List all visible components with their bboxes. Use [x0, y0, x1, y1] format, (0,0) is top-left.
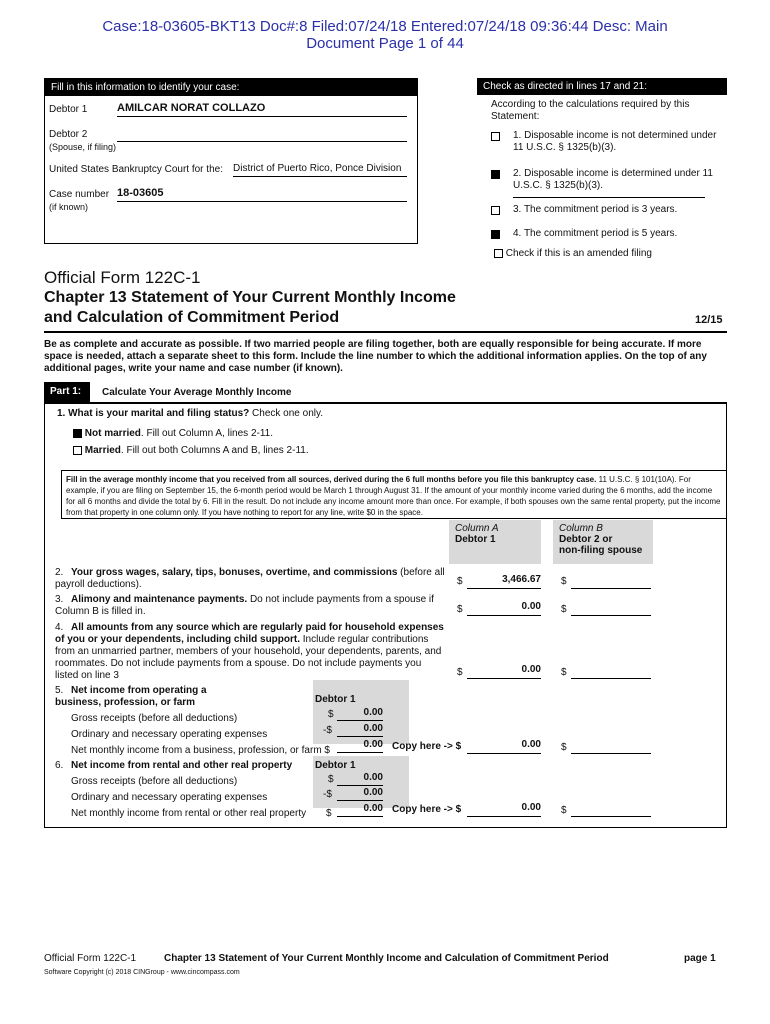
- column-a-sub: Debtor 1: [455, 534, 496, 545]
- check-item-3[interactable]: [491, 204, 721, 216]
- part1-body: [44, 404, 727, 828]
- amended-checkbox[interactable]: [494, 249, 503, 258]
- married-option[interactable]: [73, 445, 309, 456]
- form-title-line1: Chapter 13 Statement of Your Current Monthly Income: [44, 289, 456, 306]
- line2-bold: Your gross wages, salary, tips, bonuses, overtime, and commissions: [71, 567, 398, 578]
- line3-col-a-value[interactable]: 0.00: [467, 601, 541, 616]
- check-item-3-label: 3. The commitment period is 3 years.: [513, 204, 678, 215]
- line2-col-b-value[interactable]: [571, 574, 651, 589]
- line5-net-value[interactable]: 0.00: [337, 739, 383, 753]
- check-item-3-checkbox[interactable]: [491, 206, 500, 215]
- married-checkbox[interactable]: [73, 446, 82, 455]
- line3: 3. Alimony and maintenance payments. Do not include payments from a spouse if Column B is filled in.: [55, 594, 434, 617]
- check-item-2-checkbox[interactable]: [491, 170, 500, 179]
- amended-filing[interactable]: [494, 248, 652, 259]
- column-b-sub1: Debtor 2 or: [559, 534, 613, 545]
- check-intro: According to the calculations required by this Statement:: [491, 99, 690, 122]
- footer-page: page 1: [684, 953, 716, 964]
- line4-text: Include regular contributions from an unmarried partner, members of your household, your dependents, parents, and roommates. Do not include payments from a spouse. Do not include payments you listed on line 3: [55, 634, 442, 681]
- line5-gross-dollar: $: [328, 709, 334, 720]
- part1-header: [44, 382, 727, 404]
- column-a-header: [449, 520, 541, 564]
- court-field[interactable]: District of Puerto Rico, Ponce Division: [233, 163, 407, 177]
- amended-label: Check if this is an amended filing: [505, 248, 652, 259]
- debtor1-field[interactable]: AMILCAR NORAT COLLAZO: [117, 102, 407, 117]
- debtor2-field[interactable]: [117, 127, 407, 142]
- not-married-checkbox[interactable]: [73, 429, 82, 438]
- identify-case-box: [44, 78, 418, 244]
- q1: [57, 408, 323, 419]
- line5-col-b-dollar: $: [561, 742, 567, 753]
- check-item-1-label: 1. Disposable income is not determined under 11 U.S.C. § 1325(b)(3).: [513, 130, 717, 153]
- line6-gross-label: Gross receipts (before all deductions): [71, 776, 238, 787]
- not-married-label: Not married: [84, 428, 141, 439]
- form-name: Official Form 122C-1: [44, 268, 201, 287]
- line5-expenses-label: Ordinary and necessary operating expenses: [71, 729, 268, 740]
- line2-col-a-value[interactable]: 3,466.67: [467, 574, 541, 589]
- q1-text: 1. What is your marital and filing status?: [57, 408, 250, 419]
- line6-expenses-value[interactable]: 0.00: [337, 787, 383, 801]
- footer-form-name: Official Form 122C-1: [44, 953, 137, 964]
- form-title-line2: and Calculation of Commitment Period: [44, 309, 340, 326]
- fill-text: 11 U.S.C. § 101(10A). For example, if you are filing on September 15, the 6-month period would be March 1 through August 31. If the amount of your monthly income varied during the 6 months, add the income for all 6 months and divide the total by 6. Fill in the result. Do not include any income amount more than once. For example, if both spouses own the same rental property, put the income from that property in one column only. If you have nothing to report for any line, write $0 in the space.: [66, 475, 721, 517]
- footer-title: Chapter 13 Statement of Your Current Monthly Income and Calculation of Commitment Period: [164, 953, 609, 964]
- check-item-2-label: 2. Disposable income is determined under 11 U.S.C. § 1325(b)(3).: [513, 168, 713, 191]
- line6-expenses-dollar: -$: [323, 789, 332, 800]
- case-number-field[interactable]: 18-03605: [117, 187, 407, 202]
- line4-col-b-value[interactable]: [571, 664, 651, 679]
- line6-net-dollar: $: [326, 808, 332, 819]
- check-heading: Check as directed in lines 17 and 21:: [477, 78, 727, 95]
- column-b-header: [553, 520, 653, 564]
- line4-col-a-value[interactable]: 0.00: [467, 664, 541, 679]
- line6-expenses-label: Ordinary and necessary operating expenses: [71, 792, 268, 803]
- footer-copyright: Software Copyright (c) 2018 CINGroup - www.cincompass.com: [44, 969, 240, 976]
- line6-gross-value[interactable]: 0.00: [337, 772, 383, 786]
- line5-expenses-dollar: -$: [323, 725, 332, 736]
- check-item-1[interactable]: [491, 130, 721, 154]
- q1-tail: Check one only.: [249, 408, 324, 419]
- line5-copy-here: Copy here -> $: [392, 741, 462, 752]
- line5-title-text: Net income from operating a business, profession, or farm: [55, 685, 207, 708]
- line5-debtor1-label: Debtor 1: [315, 694, 356, 705]
- part1-label: Part 1:: [44, 382, 90, 402]
- court-label: United States Bankruptcy Court for the:: [49, 164, 223, 175]
- line2-col-b-dollar: $: [561, 576, 567, 587]
- fill-instructions: [61, 470, 726, 519]
- married-text: . Fill out both Columns A and B, lines 2-11.: [120, 445, 309, 456]
- check-item-1-checkbox[interactable]: [491, 132, 500, 141]
- line6-net-value[interactable]: 0.00: [337, 803, 383, 817]
- line2-text: (before all payroll deductions).: [55, 567, 445, 590]
- form-version: 12/15: [695, 314, 723, 326]
- check-item-2[interactable]: [491, 168, 721, 192]
- column-b-title: Column B: [559, 523, 603, 534]
- check-item-4-label: 4. The commitment period is 5 years.: [513, 228, 678, 239]
- line3-col-b-dollar: $: [561, 604, 567, 615]
- line4-bold: All amounts from any source which are regularly paid for household expenses of you or your dependents, including child support.: [55, 622, 444, 645]
- line6-title: 6. Net income from rental and other real property: [55, 760, 293, 771]
- line3-col-b-value[interactable]: [571, 601, 651, 616]
- line6-col-b-dollar: $: [561, 805, 567, 816]
- line5-col-b-value[interactable]: [571, 739, 651, 754]
- court-header-line1: Case:18-03605-BKT13 Doc#:8 Filed:07/24/18 Entered:07/24/18 09:36:44 Desc: Main: [102, 18, 668, 35]
- instructions: Be as complete and accurate as possible. If two married people are filing together, both are equally responsible for being accurate. If more space is needed, attach a separate sheet to this form. Include the line number to which the additional information applies. On the top of any additional pages, write your name and case number (if known).: [44, 339, 707, 374]
- line3-bold: Alimony and maintenance payments.: [71, 594, 248, 605]
- check-item-4[interactable]: [491, 228, 721, 240]
- line5-gross-label: Gross receipts (before all deductions): [71, 713, 238, 724]
- line6-col-b-value[interactable]: [571, 802, 651, 817]
- married-label: Married: [84, 445, 121, 456]
- debtor1-label: Debtor 1: [49, 104, 88, 115]
- line5-expenses-value[interactable]: 0.00: [337, 723, 383, 737]
- line6-title-text: Net income from rental and other real property: [71, 760, 293, 771]
- line5-net-label: Net monthly income from a business, profession, or farm $: [71, 745, 330, 756]
- court-header-line2: Document Page 1 of 44: [306, 35, 464, 52]
- check-panel: [477, 78, 727, 239]
- title-rule: [44, 331, 727, 333]
- line6-gross-dollar: $: [328, 774, 334, 785]
- check-item-4-checkbox[interactable]: [491, 230, 500, 239]
- check-divider: [513, 197, 705, 198]
- line2: 2. Your gross wages, salary, tips, bonuses, overtime, and commissions (before all payroll deductions).: [55, 567, 445, 590]
- identify-heading: Fill in this information to identify your case:: [45, 79, 417, 96]
- line3-col-a-dollar: $: [457, 604, 463, 615]
- debtor2-note: (Spouse, if filing): [49, 142, 117, 152]
- debtor2-label: Debtor 2: [49, 129, 88, 140]
- column-a-title: Column A: [455, 523, 499, 534]
- line6-copy-here: Copy here -> $: [392, 804, 462, 815]
- line5-gross-value[interactable]: 0.00: [337, 707, 383, 721]
- case-number-note: (if known): [49, 202, 89, 212]
- line5-col-a-value[interactable]: 0.00: [467, 739, 541, 754]
- line5-title: 5. Net income from operating a business, profession, or farm: [55, 685, 207, 708]
- fill-bold: Fill in the average monthly income that you received from all sources, derived during the 6 full months before you file this bankruptcy case.: [66, 475, 597, 484]
- line6-debtor1-label: Debtor 1: [315, 760, 356, 771]
- not-married-text: . Fill out Column A, lines 2-11.: [140, 428, 274, 439]
- line4: 4. All amounts from any source which are regularly paid for household expenses of you or your dependents, including child support. Include regular contributions from an unmarried partner, members of your household, your dependents, parents, and roommates. Do not include payments from a spouse. Do not include payments you listed on line 3: [55, 622, 444, 681]
- line3-text: Do not include payments from a spouse if Column B is filled in.: [55, 594, 434, 617]
- case-number-label: Case number: [49, 189, 110, 200]
- line4-col-a-dollar: $: [457, 667, 463, 678]
- not-married-option[interactable]: [73, 428, 273, 439]
- column-b-sub2: non-filing spouse: [559, 545, 643, 556]
- line4-col-b-dollar: $: [561, 667, 567, 678]
- line2-col-a-dollar: $: [457, 576, 463, 587]
- line6-col-a-value[interactable]: 0.00: [467, 802, 541, 817]
- line6-net-label: Net monthly income from rental or other real property: [71, 808, 307, 819]
- part1-title: Calculate Your Average Monthly Income: [102, 387, 292, 398]
